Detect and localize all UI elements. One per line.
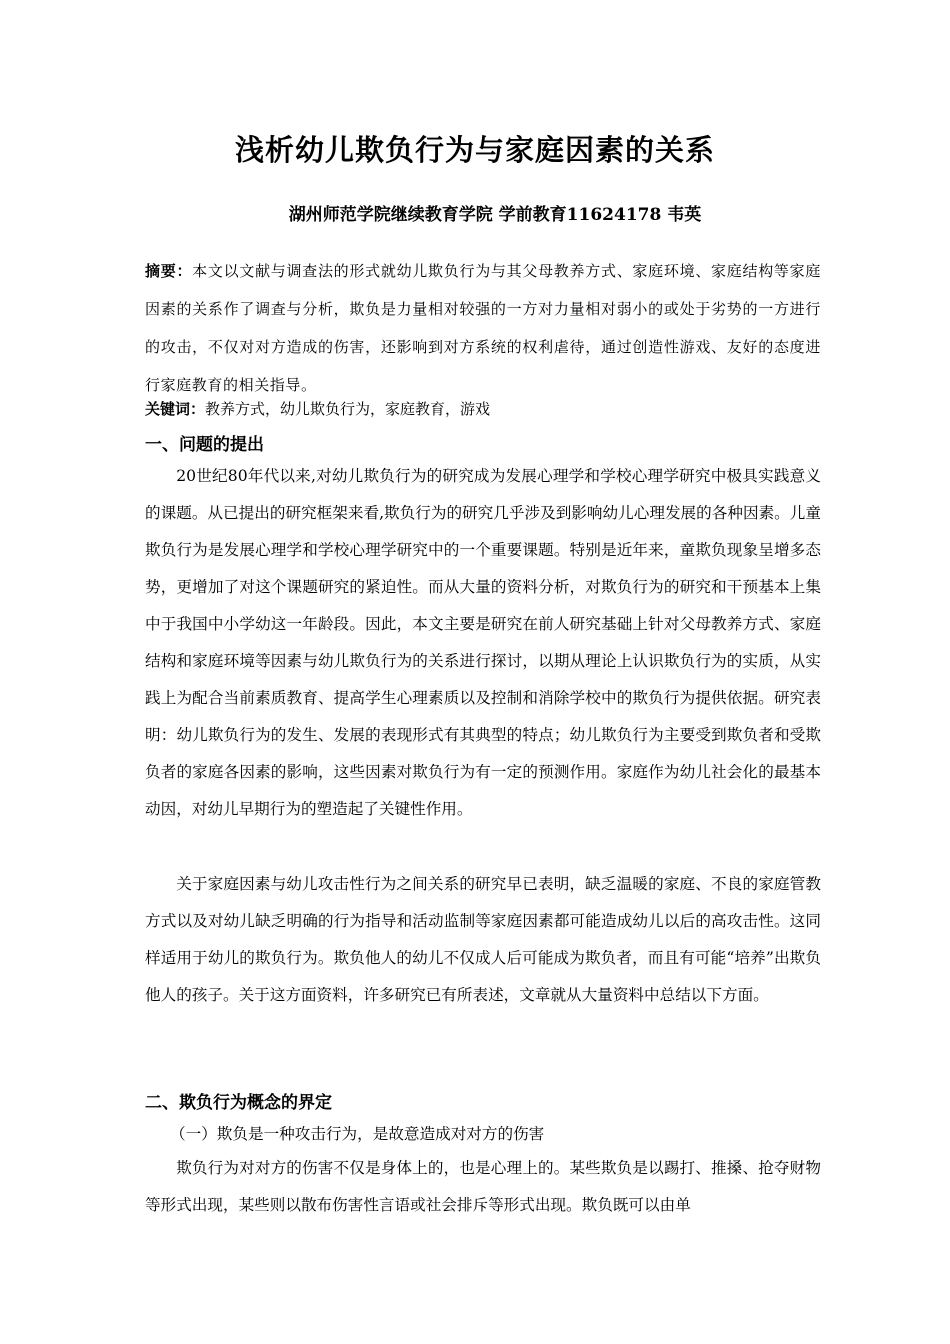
author-affiliation: 湖州师范学院继续教育学院 学前教育11624178 韦英 — [288, 205, 702, 225]
abstract-paragraph — [145, 252, 821, 404]
body-paragraph: 20世纪80年代以来,对幼儿欺负行为的研究成为发展心理学和学校心理学研究中极具实践意义的课题。从已提出的研究框架来看,欺负行为的研究几乎涉及到影响幼儿心理发展的各种因素。儿童欺负行为是发展心理学和学校心理学研究中的一个重要课题。特别是近年来，童欺负现象呈增多态势，更增加了对这个课题研究的紧迫性。而从大量的资料分析，对欺负行为的研究和干预基本上集中于我国中小学幼这一年龄段。因此，本文主要是研究在前人研究基础上针对父母教养方式、家庭结构和家庭环境等因素与幼儿欺负行为的关系进行探讨，以期从理论上认识欺负行为的实质，从实践上为配合当前素质教育、提高学生心理素质以及控制和消除学校中的欺负行为提供依据。研究表明：幼儿欺负行为的发生、发展的表现形式有其典型的特点；幼儿欺负行为主要受到欺负者和受欺负者的家庭各因素的影响，这些因素对欺负行为有一定的预测作用。家庭作为幼儿社会化的最基本动因，对幼儿早期行为的塑造起了关键性作用。 — [145, 467, 821, 818]
abstract-label: 摘要： — [145, 262, 193, 280]
abstract-text: 本文以文献与调查法的形式就幼儿欺负行为与其父母教养方式、家庭环境、家庭结构等家庭因素的关系作了调查与分析，欺负是力量相对较强的一方对力量相对弱小的或处于劣势的一方进行的攻击，不仅对对方造成的伤害，还影响到对方系统的权利虐待，通过创造性游戏、友好的态度进行家庭教育的相关指导。 — [145, 262, 821, 394]
body-paragraph: 关于家庭因素与幼儿攻击性行为之间关系的研究早已表明，缺乏温暖的家庭、不良的家庭管教方式以及对幼儿缺乏明确的行为指导和活动监制等家庭因素都可能造成幼儿以后的高攻击性。这同样适用于幼儿的欺负行为。欺负他人的幼儿不仅成人后可能成为欺负者，而且有可能“培养”出欺负他人的孩子。关于这方面资料，许多研究已有所表述，文章就从大量资料中总结以下方面。 — [145, 875, 821, 1004]
keywords-line — [145, 394, 821, 424]
keywords-text: 教养方式，幼儿欺负行为，家庭教育，游戏 — [205, 400, 491, 418]
keywords-label: 关键词： — [145, 400, 206, 418]
subsection-heading: （一）欺负是一种攻击行为，是故意造成对对方的伤害 — [170, 1125, 545, 1143]
body-paragraph: 欺负行为对对方的伤害不仅是身体上的，也是心理上的。某些欺负是以踢打、推搡、抢夺财物等形式出现，某些则以散布伤害性言语或社会排斥等形式出现。欺负既可以由单 — [145, 1159, 821, 1214]
paper-title: 浅析幼儿欺负行为与家庭因素的关系 — [234, 133, 715, 167]
section-heading-1: 一、问题的提出 — [145, 435, 264, 455]
section-heading-2: 二、欺负行为概念的界定 — [145, 1093, 332, 1113]
